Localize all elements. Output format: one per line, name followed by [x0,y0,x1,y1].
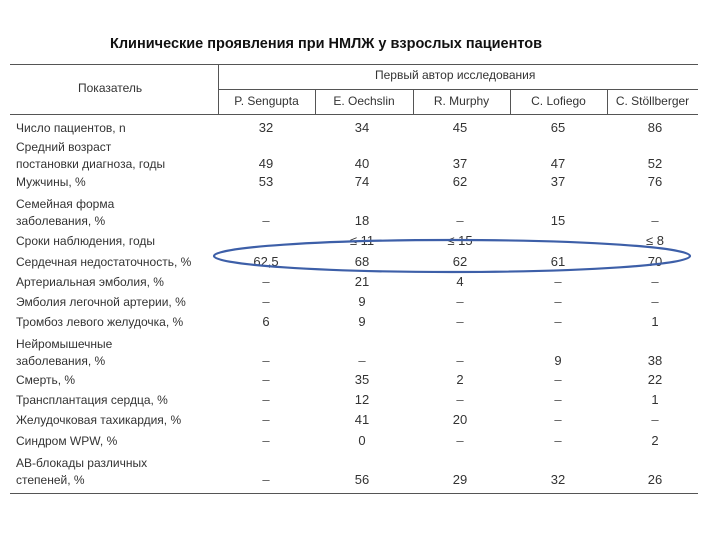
table-cell: ≤ 15 [447,233,473,248]
table-cell: 56 [354,472,370,487]
row-label-line: постановки диагноза, годы [16,157,166,171]
table-cell: 47 [550,156,566,171]
row-label [16,254,191,271]
table-cell: – [262,372,270,387]
table-cell: – [262,392,270,407]
table-cell: 20 [452,412,468,427]
row-label [16,233,155,250]
table-cell: – [456,294,464,309]
table-cell: 68 [354,254,370,269]
row-label-line: Мужчины, % [16,175,86,189]
table-cell: – [554,314,562,329]
row-label-line: Эмболия легочной артерии, % [16,295,186,309]
table-cell: 49 [258,156,274,171]
table-cell: 65 [550,120,566,135]
table-cell: 62 [452,174,468,189]
row-label [16,294,186,311]
row-label [16,274,164,291]
table-cell: 2 [456,372,464,387]
table-cell: 29 [452,472,468,487]
row-label-line: АВ-блокады различных [16,456,148,470]
row-label [16,372,75,389]
table-cell: 12 [354,392,370,407]
table-cell: – [554,433,562,448]
row-label-line: заболевания, % [16,214,106,228]
row-label-line: степеней, % [16,473,85,487]
table-cell: 9 [358,294,366,309]
table-cell: 1 [651,392,659,407]
table-cell: ≤ 11 [349,233,375,248]
table-cell: 37 [452,156,468,171]
table-cell: – [651,213,659,228]
table-cell: 53 [258,174,274,189]
row-label-line: Сроки наблюдения, годы [16,234,155,248]
row-label-line: Тромбоз левого желудочка, % [16,315,184,329]
table-cell: 74 [354,174,370,189]
table-cell: – [262,353,270,368]
table-cell: – [456,433,464,448]
indicator-header: Показатель [78,81,143,95]
table-cell: 0 [358,433,366,448]
author-lofiego: C. Lofiego [531,94,586,108]
table-cell: 9 [358,314,366,329]
table-cell: 70 [647,254,663,269]
table-cell: 32 [550,472,566,487]
row-label [16,433,117,450]
table-cell: – [262,472,270,487]
table-cell: – [456,392,464,407]
row-label-line: Смерть, % [16,373,76,387]
table-cell: 37 [550,174,566,189]
table-cell: 21 [354,274,370,289]
table-cell: 26 [647,472,663,487]
table-cell: – [262,213,270,228]
table-cell: – [554,294,562,309]
row-label [16,455,147,489]
table-cell: 1 [651,314,659,329]
row-label-line: Нейромышечные [16,337,113,351]
table-cell: – [262,412,270,427]
table-cell: 62,5 [253,254,279,269]
table-cell: – [456,353,464,368]
table-cell: – [456,213,464,228]
table-cell: – [651,274,659,289]
table-cell: 35 [354,372,370,387]
table-cell: ≤ 8 [646,233,664,248]
author-oechslin: E. Oechslin [333,94,395,108]
table-cell: – [651,412,659,427]
table-cell: 86 [647,120,663,135]
row-label [16,196,114,230]
row-label-line: Синдром WPW, % [16,434,118,448]
table-cell: – [554,274,562,289]
row-label [16,139,165,173]
table-cell: – [554,412,562,427]
table-cell: 22 [647,372,663,387]
table-cell: – [262,294,270,309]
table-cell: 62 [452,254,468,269]
table-cell: 15 [550,213,566,228]
bottom-rule [10,493,698,494]
table-cell: 45 [452,120,468,135]
table-cell: 40 [354,156,370,171]
table-cell: 4 [456,274,464,289]
table-title: Клинические проявления при НМЛЖ у взрослых пациентов [110,36,543,52]
row-label-line: Средний возраст [16,140,112,154]
row-label-line: Желудочковая тахикардия, % [16,413,182,427]
authors-group-header: Первый автор исследования [375,68,536,82]
row-label [16,120,126,137]
row-label [16,314,183,331]
table-cell: 38 [647,353,663,368]
table-cell: – [554,372,562,387]
table-cell: 9 [554,353,562,368]
row-label-line: Артериальная эмболия, % [16,275,164,289]
table-cell: – [358,353,366,368]
row-label-line: Трансплантация сердца, % [16,393,168,407]
row-label [16,392,168,409]
table-cell: 52 [647,156,663,171]
row-label [16,336,112,370]
table-cell: 18 [354,213,370,228]
table-cell: – [651,294,659,309]
row-label-line: Число пациентов, n [16,121,126,135]
table-cell: 34 [354,120,370,135]
row-label [16,412,181,429]
row-label [16,174,86,191]
table-cell: – [456,314,464,329]
group-underline [218,89,698,90]
top-rule [10,64,698,65]
author-sengupta: P. Sengupta [234,94,299,108]
author-stollberger: C. Stöllberger [615,94,690,108]
author-murphy: R. Murphy [433,94,490,108]
header-bottom-rule [10,114,698,115]
row-label-line: заболевания, % [16,354,106,368]
row-label-line: Сердечная недостаточность, % [16,255,192,269]
table-cell: 6 [262,314,270,329]
table-cell: 41 [354,412,370,427]
row-label-line: Семейная форма [16,197,115,211]
table-cell: – [262,433,270,448]
table-cell: – [554,392,562,407]
table-cell: 76 [647,174,663,189]
table-cell: – [262,274,270,289]
table-cell: 32 [258,120,274,135]
table-cell: 2 [651,433,659,448]
table-cell: 61 [550,254,566,269]
